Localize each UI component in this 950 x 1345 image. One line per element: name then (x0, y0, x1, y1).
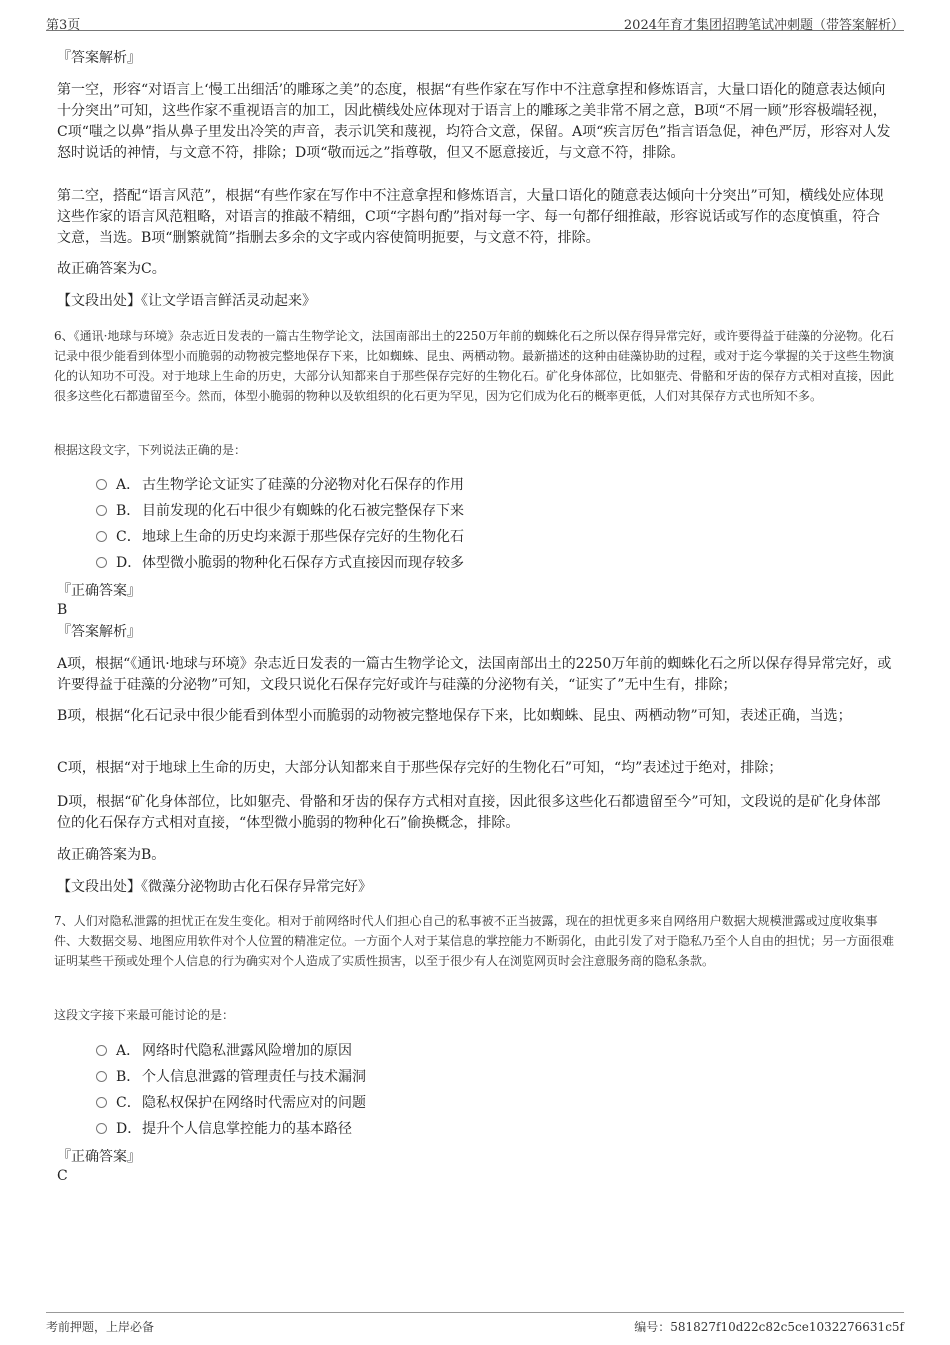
option-c[interactable]: C．地球上生命的历史均来源于那些保存完好的生物化石 (96, 527, 464, 547)
analysis-paragraph-1: 第一空，形容“对语言上‘慢工出细活’的雕琢之美”的态度，根据“有些作家在写作中不注意拿捏和修炼语言，大量口语化的随意表达倾向十分突出”可知，这些作家不重视语言的加工，因此横线处应体现对于语言上的雕琢之美非常不屑之意，B项“不屑一顾”形容极端轻视，C项“嗤之以鼻”指从鼻子里发出冷笑的声音，表示讥笑和蔑视，均符合文意，保留。A项“疾言厉色”指言语急促，神色严厉，形容对人发怒时说话的神情，与文意不符，排除；D项“敬而远之”指尊敬，但又不愿意接近，与文意不符，排除。 (57, 82, 891, 161)
option-b[interactable]: B． 目前发现的化石中很少有蜘蛛的化石被完整保存下来 (96, 501, 464, 521)
option-b[interactable]: B． 个人信息泄露的管理责任与技术漏洞 (96, 1067, 366, 1087)
correct-answer-value: C (57, 1168, 68, 1184)
explanation-a: A项，根据“《通讯·地球与环境》杂志近日发表的一篇古生物学论文，法国南部出土的2250万年前的蜘蛛化石之所以保存得异常完好，或许要得益于硅藻的分泌物”可知，文段只说化石保存完好或许与硅藻的分泌物有关，“证实了”无中生有，排除； (57, 656, 892, 693)
page-footer (46, 1312, 904, 1335)
option-a[interactable]: A． 网络时代隐私泄露风险增加的原因 (96, 1041, 352, 1061)
option-d[interactable]: D．体型微小脆弱的物种化石保存方式直接因而现存较多 (96, 553, 464, 573)
radio-icon[interactable] (96, 505, 107, 516)
answer-statement: 故正确答案为B。 (57, 847, 166, 863)
radio-icon[interactable] (96, 1071, 107, 1082)
answer-statement: 故正确答案为C。 (57, 261, 166, 277)
radio-icon[interactable] (96, 531, 107, 542)
analysis-paragraph-2: 第二空，搭配“语言风范”，根据“有些作家在写作中不注意拿捏和修炼语言，大量口语化的随意表达倾向十分突出”可知，横线处应体现这些作家的语言风范粗略，对语言的推敲不精细，C项“字斟句酌”指对每一字、每一句都仔细推敲，形容说话或写作的态度慎重，符合文意，当选。B项“删繁就简”指删去多余的文字或内容使简明扼要，与文意不符，排除。 (57, 188, 884, 246)
document-title: 2024年育才集团招聘笔试冲刺题（带答案解析） (623, 18, 904, 33)
correct-answer-label: 『正确答案』 (57, 583, 141, 599)
option-d[interactable]: D．提升个人信息掌控能力的基本路径 (96, 1119, 352, 1139)
explanation-b: B项，根据“化石记录中很少能看到体型小而脆弱的动物被完整地保存下来，比如蜘蛛、昆虫、两栖动物”可知，表述正确，当选； (57, 708, 852, 724)
radio-icon[interactable] (96, 557, 107, 568)
page-header (46, 10, 904, 31)
document-id: 编号：581827f10d22c82c5ce1032276631c5f (634, 1320, 904, 1334)
question-6-text: 6、《通讯·地球与环境》杂志近日发表的一篇古生物学论文，法国南部出土的2250万年前的蜘蛛化石之所以保存得异常完好，或许要得益于硅藻的分泌物。化石记录中很少能看到体型小而脆弱的动物被完整地保存下来，比如蜘蛛、昆虫、两栖动物。最新描述的这种由硅藻协助的过程，或对于迄今掌握的关于这些生物演化的认知功不可没。对于地球上生命的历史，大部分认知都来自于那些保存完好的生物化石。矿化身体部位，比如躯壳、骨骼和牙齿的保存方式相对直接，因此很多这些化石都遗留至今。然而，体型小脆弱的物种以及软组织的化石更为罕见，因为它们成为化石的概率更低，人们对其保存方式也所知不多。 (54, 329, 895, 403)
source-citation: 【文段出处】《让文学语言鲜活灵动起来》 (57, 293, 316, 309)
answer-analysis-label: 『答案解析』 (57, 624, 141, 640)
radio-icon[interactable] (96, 1045, 107, 1056)
source-citation: 【文段出处】《微藻分泌物助古化石保存异常完好》 (57, 879, 372, 895)
page-number: 第3页 (46, 18, 81, 33)
correct-answer-label: 『正确答案』 (57, 1149, 141, 1165)
option-c[interactable]: C．隐私权保护在网络时代需应对的问题 (96, 1093, 366, 1113)
explanation-d: D项，根据“矿化身体部位，比如躯壳、骨骼和牙齿的保存方式相对直接，因此很多这些化石都遗留至今”可知，文段说的是矿化身体部位的化石保存方式相对直接，“体型微小脆弱的物种化石”偷换概念，排除。 (57, 794, 881, 831)
radio-icon[interactable] (96, 1123, 107, 1134)
answer-analysis-label: 『答案解析』 (57, 50, 141, 66)
radio-icon[interactable] (96, 479, 107, 490)
correct-answer-value: B (57, 602, 68, 618)
option-a[interactable]: A． 古生物学论文证实了硅藻的分泌物对化石保存的作用 (96, 475, 464, 495)
footer-slogan: 考前押题，上岸必备 (46, 1320, 155, 1334)
question-7-text: 7、人们对隐私泄露的担忧正在发生变化。相对于前网络时代人们担心自己的私事被不正当披露，现在的担忧更多来自网络用户数据大规模泄露或过度收集事件、大数据交易、地图应用软件对个人位置的精准定位。一方面个人对于某信息的掌控能力不断弱化，由此引发了对于隐私乃至个人自由的担忧；另一方面很难证明某些干预或处理个人信息的行为确实对个人造成了实质性损害，以至于很少有人在浏览网页时会注意服务商的隐私条款。 (54, 914, 895, 968)
question-6-prompt: 根据这段文字，下列说法正确的是： (54, 443, 247, 457)
question-7-prompt: 这段文字接下来最可能讨论的是： (54, 1008, 235, 1022)
radio-icon[interactable] (96, 1097, 107, 1108)
explanation-c: C项，根据“对于地球上生命的历史，大部分认知都来自于那些保存完好的生物化石”可知，“均”表述过于绝对，排除； (57, 760, 783, 776)
